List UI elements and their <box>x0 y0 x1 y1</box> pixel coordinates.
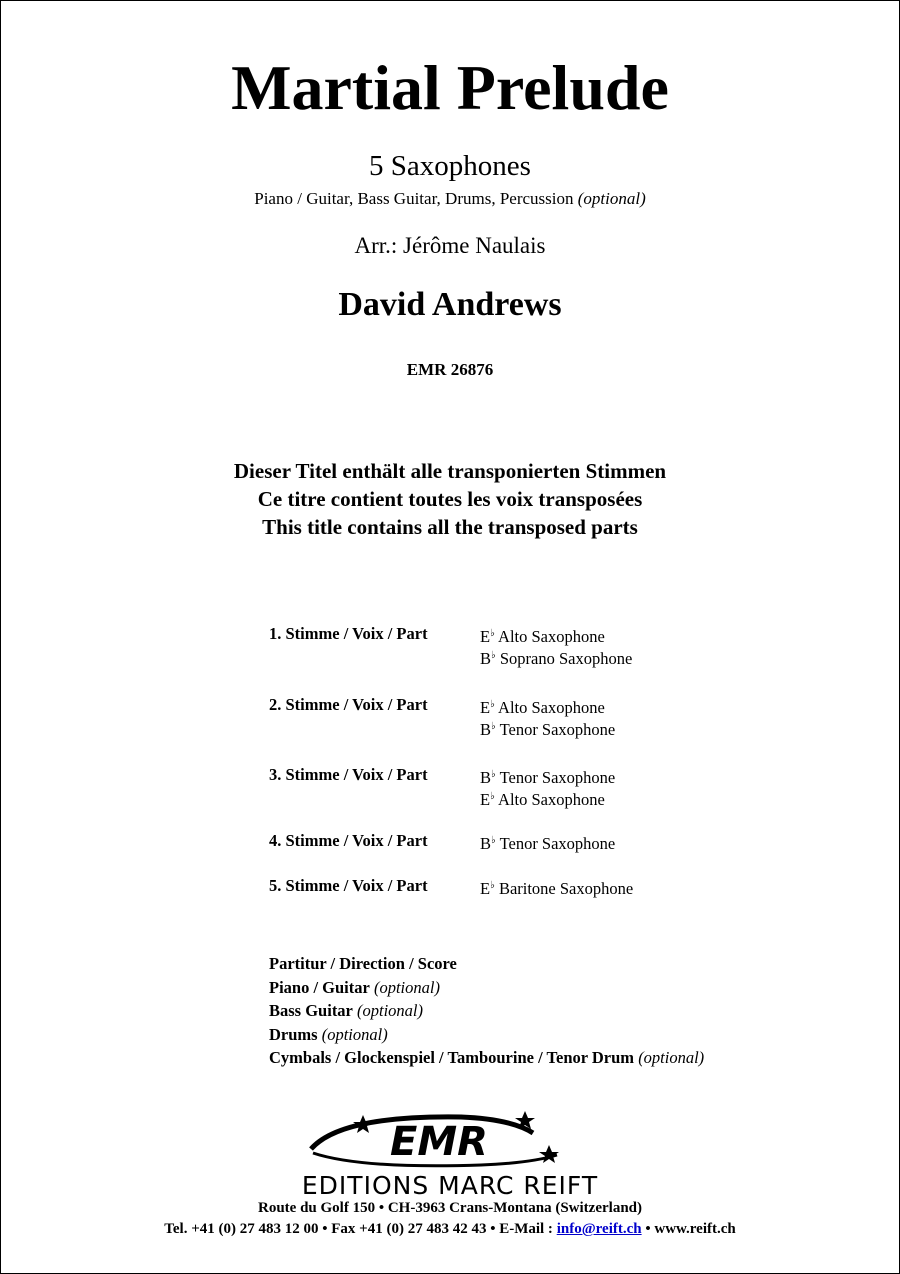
accompaniment-text: Piano / Guitar, Bass Guitar, Drums, Percussion <box>254 189 574 208</box>
page-title: Martial Prelude <box>231 52 669 123</box>
part-instrument: E♭ Alto Saxophone <box>480 790 605 809</box>
part-instruments <box>480 765 615 809</box>
contact-website: • www.reift.ch <box>641 1221 736 1237</box>
catalog-number: EMR 26876 <box>406 360 494 379</box>
part-instrument: E♭ Alto Saxophone <box>480 698 605 717</box>
list-item: Piano / Guitar (optional) <box>269 977 440 997</box>
star-icon <box>539 1145 559 1163</box>
instrumentation: 5 Saxophones <box>369 150 531 182</box>
composer: David Andrews <box>338 286 562 323</box>
part-label: 4. Stimme / Voix / Part <box>269 831 428 850</box>
part-instrument: E♭ Baritone Saxophone <box>480 879 634 898</box>
part-instruments <box>480 695 615 739</box>
part-instrument: B♭ Tenor Saxophone <box>480 834 616 853</box>
list-item: Partitur / Direction / Score <box>269 954 457 973</box>
list-item: Bass Guitar (optional) <box>269 1001 424 1020</box>
notice-line-en: This title contains all the transposed parts <box>262 515 638 539</box>
star-icon <box>353 1115 373 1133</box>
notice-line-fr: Ce titre contient toutes les voix transposées <box>257 487 643 511</box>
transposed-parts-notice <box>1 457 899 541</box>
publisher-contact <box>1 1220 899 1239</box>
part-instrument: B♭ Tenor Saxophone <box>480 720 616 739</box>
part-instruments <box>480 624 632 668</box>
accompaniment-optional: (optional) <box>577 189 646 208</box>
part-label: 1. Stimme / Voix / Part <box>269 624 428 643</box>
emr-logo <box>301 1109 571 1171</box>
list-item: Cymbals / Glockenspiel / Tambourine / Tenor Drum (optional) <box>269 1048 705 1067</box>
part-instrument: B♭ Tenor Saxophone <box>480 768 616 787</box>
part-instrument: B♭ Soprano Saxophone <box>480 649 633 668</box>
contact-phone-fax: Tel. +41 (0) 27 483 12 00 • Fax +41 (0) 27 483 42 43 • E-Mail : <box>164 1221 557 1237</box>
publisher-name: EDITIONS MARC REIFT <box>301 1171 599 1200</box>
notice-line-de: Dieser Titel enthält alle transponierten Stimmen <box>233 459 667 483</box>
arranger: Arr.: Jérôme Naulais <box>354 233 546 258</box>
part-instruments <box>480 831 615 853</box>
part-instruments <box>480 876 633 898</box>
part-label: 2. Stimme / Voix / Part <box>269 695 428 714</box>
logo-text: EMR <box>390 1119 488 1165</box>
part-label: 5. Stimme / Voix / Part <box>269 876 428 895</box>
publisher-address: Route du Golf 150 • CH-3963 Crans-Montana (Switzerland) <box>258 1200 642 1216</box>
list-item: Drums (optional) <box>269 1024 388 1044</box>
part-instrument: E♭ Alto Saxophone <box>480 627 605 646</box>
accompaniment-line <box>1 189 899 209</box>
email-link[interactable]: info@reift.ch <box>556 1221 642 1237</box>
part-label: 3. Stimme / Voix / Part <box>269 765 428 784</box>
additional-parts-list <box>269 952 704 1070</box>
